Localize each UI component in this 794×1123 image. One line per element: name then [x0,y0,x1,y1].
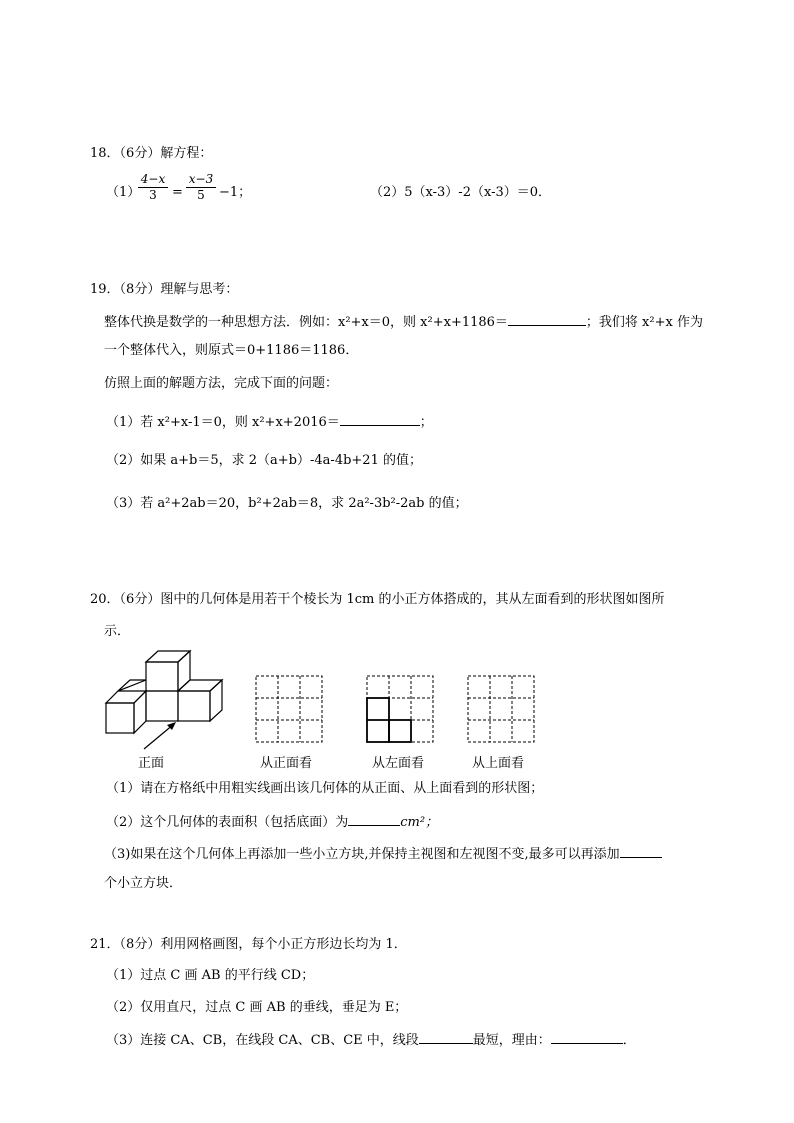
q19-intro-line2: 一个整体代入，则原式＝0+1186＝1186． [104,343,359,358]
q19-part1-blank[interactable] [340,413,420,426]
label-left-view: 从左面看 [372,756,425,771]
q21-part3-blank-2[interactable] [551,1031,623,1044]
front-cube-front [106,703,134,733]
q20-figure-top-view [462,675,542,775]
q19-intro-text-a: 整体代换是数学的一种思想方法．例如：x²+x＝0，则 x²+x+1186＝ [104,315,508,330]
q20-header: 20．（6分）图中的几何体是用若干个棱长为 1cm 的小正方体搭成的，其从左面看到的形状图如图所 [90,592,665,607]
top-cube-front [146,662,178,691]
q21-part3-end: ． [622,1033,636,1048]
q20-part2-unit: cm²； [400,815,439,830]
q19-header: 19．（8分）理解与思考： [90,282,239,297]
q18-fraction-1 [138,172,168,203]
q21-part3-mid: 最短，理由： [472,1033,551,1048]
q18-fraction-1-denominator: 3 [149,188,157,202]
q21-part3-blank-1[interactable] [419,1031,473,1044]
q19-prompt: 仿照上面的解题方法，完成下面的问题： [104,376,339,391]
q19-part1 [106,413,433,431]
q18-equals: = [172,185,183,200]
q18-fraction-2-numerator: x−3 [186,172,216,188]
q19-part1-tail: ； [419,415,433,430]
q21-header: 21．（8分）利用网格画图，每个小正方形边长均为 1． [90,937,407,952]
q19-part3: （3）若 a²+2ab＝20，b²+2ab＝8，求 2a²-3b²-2ab 的值； [106,496,468,511]
label-front: 正面 [138,756,165,771]
q20-part3-text: （3)如果在这个几何体上再添加一些小立方块,并保持主视图和左视图不变,最多可以再添加 [104,847,620,862]
q20-part2 [106,813,438,831]
q20-part2-text: （2）这个几何体的表面积（包括底面）为 [106,815,349,830]
grid-top-view[interactable] [468,676,534,742]
left-cube-top [118,680,146,691]
q18-fraction-1-numerator: 4−x [138,172,168,188]
q19-part1-text: （1）若 x²+x-1＝0，则 x²+x+2016＝ [106,415,340,430]
right-cube-front [178,691,210,721]
middle-cube-front [146,691,178,721]
front-cube-side [134,691,146,733]
q18-part1-tail: −1； [219,185,252,200]
q21-part3-text: （3）连接 CA、CB，在线段 CA、CB、CE 中，线段 [106,1033,419,1048]
q19-intro-text-b: ；我们将 x²+x 作为 [585,315,703,330]
front-arrow [144,722,176,749]
q19-intro-blank[interactable] [508,313,586,326]
q20-part3-blank[interactable] [620,845,662,858]
q21-part3 [106,1031,636,1049]
q21-part2: （2）仅用直尺，过点 C 画 AB 的垂线，垂足为 E； [106,1000,408,1015]
q19-intro-line1 [104,313,703,331]
q19-part2: （2）如果 a+b＝5，求 2（a+b）-4a-4b+21 的值； [106,453,422,468]
label-top-view: 从上面看 [472,756,525,771]
q18-fraction-2-denominator: 5 [197,188,205,202]
right-cube-side [210,680,222,721]
q18-fraction-2 [186,172,216,203]
grid-front-view[interactable] [256,676,322,742]
q20-part3 [104,845,662,863]
cube-structure [106,651,222,733]
q20-part3-line2: 个小立方块． [104,876,183,891]
q20-header-line2: 示． [104,624,131,639]
grid-left-view [367,676,433,742]
q18-header: 18．（6分）解方程： [90,146,213,161]
label-front-view: 从正面看 [260,756,313,771]
left-view-solid-shape [367,698,411,742]
q18-part2: （2）5（x-3）-2（x-3）＝0． [370,185,552,200]
q20-part1: （1）请在方格纸中用粗实线画出该几何体的从正面、从上面看到的形状图； [106,781,544,796]
q20-part2-blank[interactable] [348,813,400,826]
q18-part1-label: （1） [106,185,141,200]
q20-figure [96,645,456,775]
q21-part1: （1）过点 C 画 AB 的平行线 CD； [106,968,315,983]
